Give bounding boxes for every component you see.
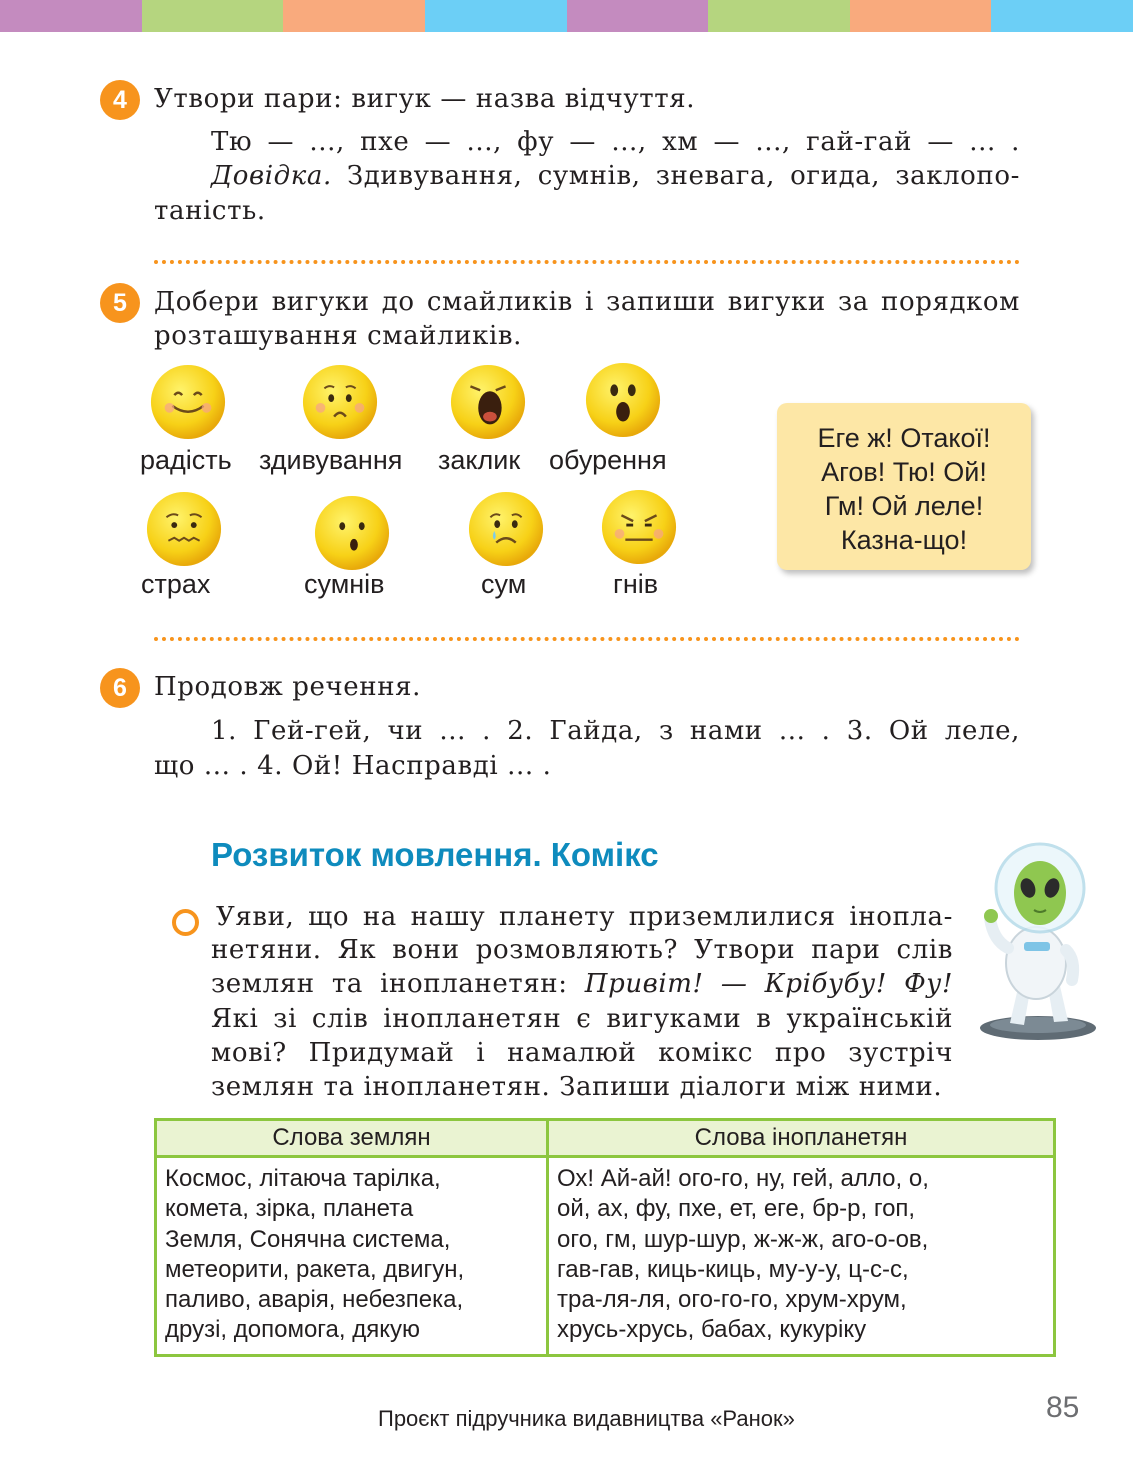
section-text-start: землян та інопланетян: [211, 969, 585, 999]
exercise-6-text: 1. Гей-гей, чи ... . 2. Гайда, з нами ... . 3. Ой леле, [211, 716, 1020, 746]
table-cell-line: хрусь-хрусь, бабах, кукуріку [557, 1316, 867, 1344]
emotion-label: гнів [613, 569, 659, 599]
table-cell-line: метеорити, ракета, двигун, [165, 1255, 465, 1283]
table-cell-line: Земля, Сонячна система, [165, 1225, 451, 1253]
earthling-words-cell [156, 1157, 548, 1356]
alien-words-cell [548, 1157, 1055, 1356]
hint-text: Здивування, сумнів, зневага, огида, заклопо- [331, 161, 1020, 191]
top-bar-segment [991, 0, 1133, 32]
emotion-label: заклик [438, 445, 521, 475]
exercise-5-text: Добери вигуки до смайликів і запиши вигуки за порядком [154, 287, 1020, 317]
table-cell-line: паливо, аварія, небезпека, [165, 1286, 464, 1314]
table-cell-line: гав-гав, киць-киць, му-у-у, ц-с-с, [557, 1255, 909, 1283]
section-text-line [211, 969, 953, 999]
outraged-face-icon [584, 361, 662, 439]
alien-astronaut-illustration [978, 838, 1108, 1048]
hint-label: Довідка. [211, 161, 332, 191]
table-header-earthlings: Слова землян [156, 1120, 548, 1157]
exercise-6-number: 6 [100, 668, 140, 708]
top-bar-segment [425, 0, 567, 32]
table-cell-line: друзі, допомога, дякую [165, 1316, 420, 1344]
exercise-4-number: 4 [100, 80, 140, 120]
hint-box-line: Агов! Тю! Ой! [821, 457, 987, 487]
table-cell-line: ой, ах, фу, пхе, ет, еге, бр-р, гоп, [557, 1195, 916, 1223]
top-bar-segment [283, 0, 425, 32]
emotion-label: радість [140, 445, 232, 475]
exercise-5-number: 5 [100, 283, 140, 323]
section-text-line: Уяви, що на нашу планету приземлилися інопла- [216, 902, 953, 932]
emotion-label: обурення [549, 445, 667, 475]
section-text-line: землян та інопланетян. Запиши діалоги між ними. [211, 1072, 943, 1102]
smiling-face-icon [149, 363, 227, 441]
table-cell-line: тра-ля-ля, ого-го-го, хрум-хрум, [557, 1286, 907, 1314]
doubtful-face-icon [313, 494, 391, 572]
fearful-face-icon [145, 490, 223, 568]
section-text-line: Які зі слів інопланетян є вигуками в українській [211, 1004, 953, 1034]
hint-box-line: Гм! Ой леле! [824, 491, 984, 521]
top-bar-segment [0, 0, 142, 32]
top-bar-segment [850, 0, 992, 32]
emotion-label: сумнів [304, 569, 385, 599]
hint-box-line: Казна-що! [840, 525, 968, 555]
hint-box-line: Еге ж! Отакої! [817, 423, 991, 453]
emotion-label: сум [481, 569, 527, 599]
exercise-4-hint [211, 161, 1020, 191]
section-text-line: мові? Придумай і намалюй комікс про зустріч [211, 1038, 953, 1068]
exercise-4-title: Утвори пари: вигук — назва відчуття. [154, 84, 696, 114]
table-header-row [156, 1120, 1055, 1157]
emotion-label: страх [141, 569, 211, 599]
table-header-aliens: Слова інопланетян [548, 1120, 1055, 1157]
emotion-label: здивування [259, 445, 403, 475]
top-bar-segment [708, 0, 850, 32]
top-bar-segment [567, 0, 709, 32]
dotted-divider [154, 260, 1020, 264]
interjection-hint-box [777, 403, 1031, 570]
section-example-italic: Привіт! — Крібубу! Фу! [584, 969, 953, 999]
exercise-4-text: Тю — ..., пхе — ..., фу — ..., хм — ..., гай-гай — ... . [211, 127, 1020, 157]
table-cell-line: Космос, літаюча тарілка, [165, 1165, 441, 1192]
section-text-line: нетяни. Як вони розмовляють? Утвори пари слів [211, 935, 953, 965]
table-cell-line: ого, гм, шур-шур, ж-ж-ж, аго-о-ов, [557, 1225, 929, 1253]
dotted-divider [154, 637, 1020, 641]
exercise-5-text-end: розташування смайликів. [154, 321, 523, 351]
table-cell-line: Ох! Ай-ай! ого-го, ну, гей, алло, о, [557, 1165, 929, 1192]
top-color-bar [0, 0, 1133, 32]
exercise-6-title: Продовж речення. [154, 672, 421, 702]
top-bar-segment [142, 0, 284, 32]
sad-face-icon [467, 490, 545, 568]
words-table [154, 1118, 1056, 1357]
page-number: 85 [1046, 1391, 1080, 1424]
footer-text: Проєкт підручника видавництва «Ранок» [378, 1406, 795, 1431]
section-title: Розвиток мовлення. Комікс [211, 836, 659, 873]
table-cell-line: комета, зірка, планета [165, 1195, 414, 1223]
table-row [156, 1157, 1055, 1356]
angry-face-icon [600, 488, 678, 566]
surprised-face-icon [301, 363, 379, 441]
exercise-6-text-end: що ... . 4. Ой! Насправді ... . [154, 751, 552, 781]
exercise-4-text-end: таність. [154, 196, 266, 226]
task-ring-icon [172, 909, 199, 936]
shouting-face-icon [449, 363, 527, 441]
